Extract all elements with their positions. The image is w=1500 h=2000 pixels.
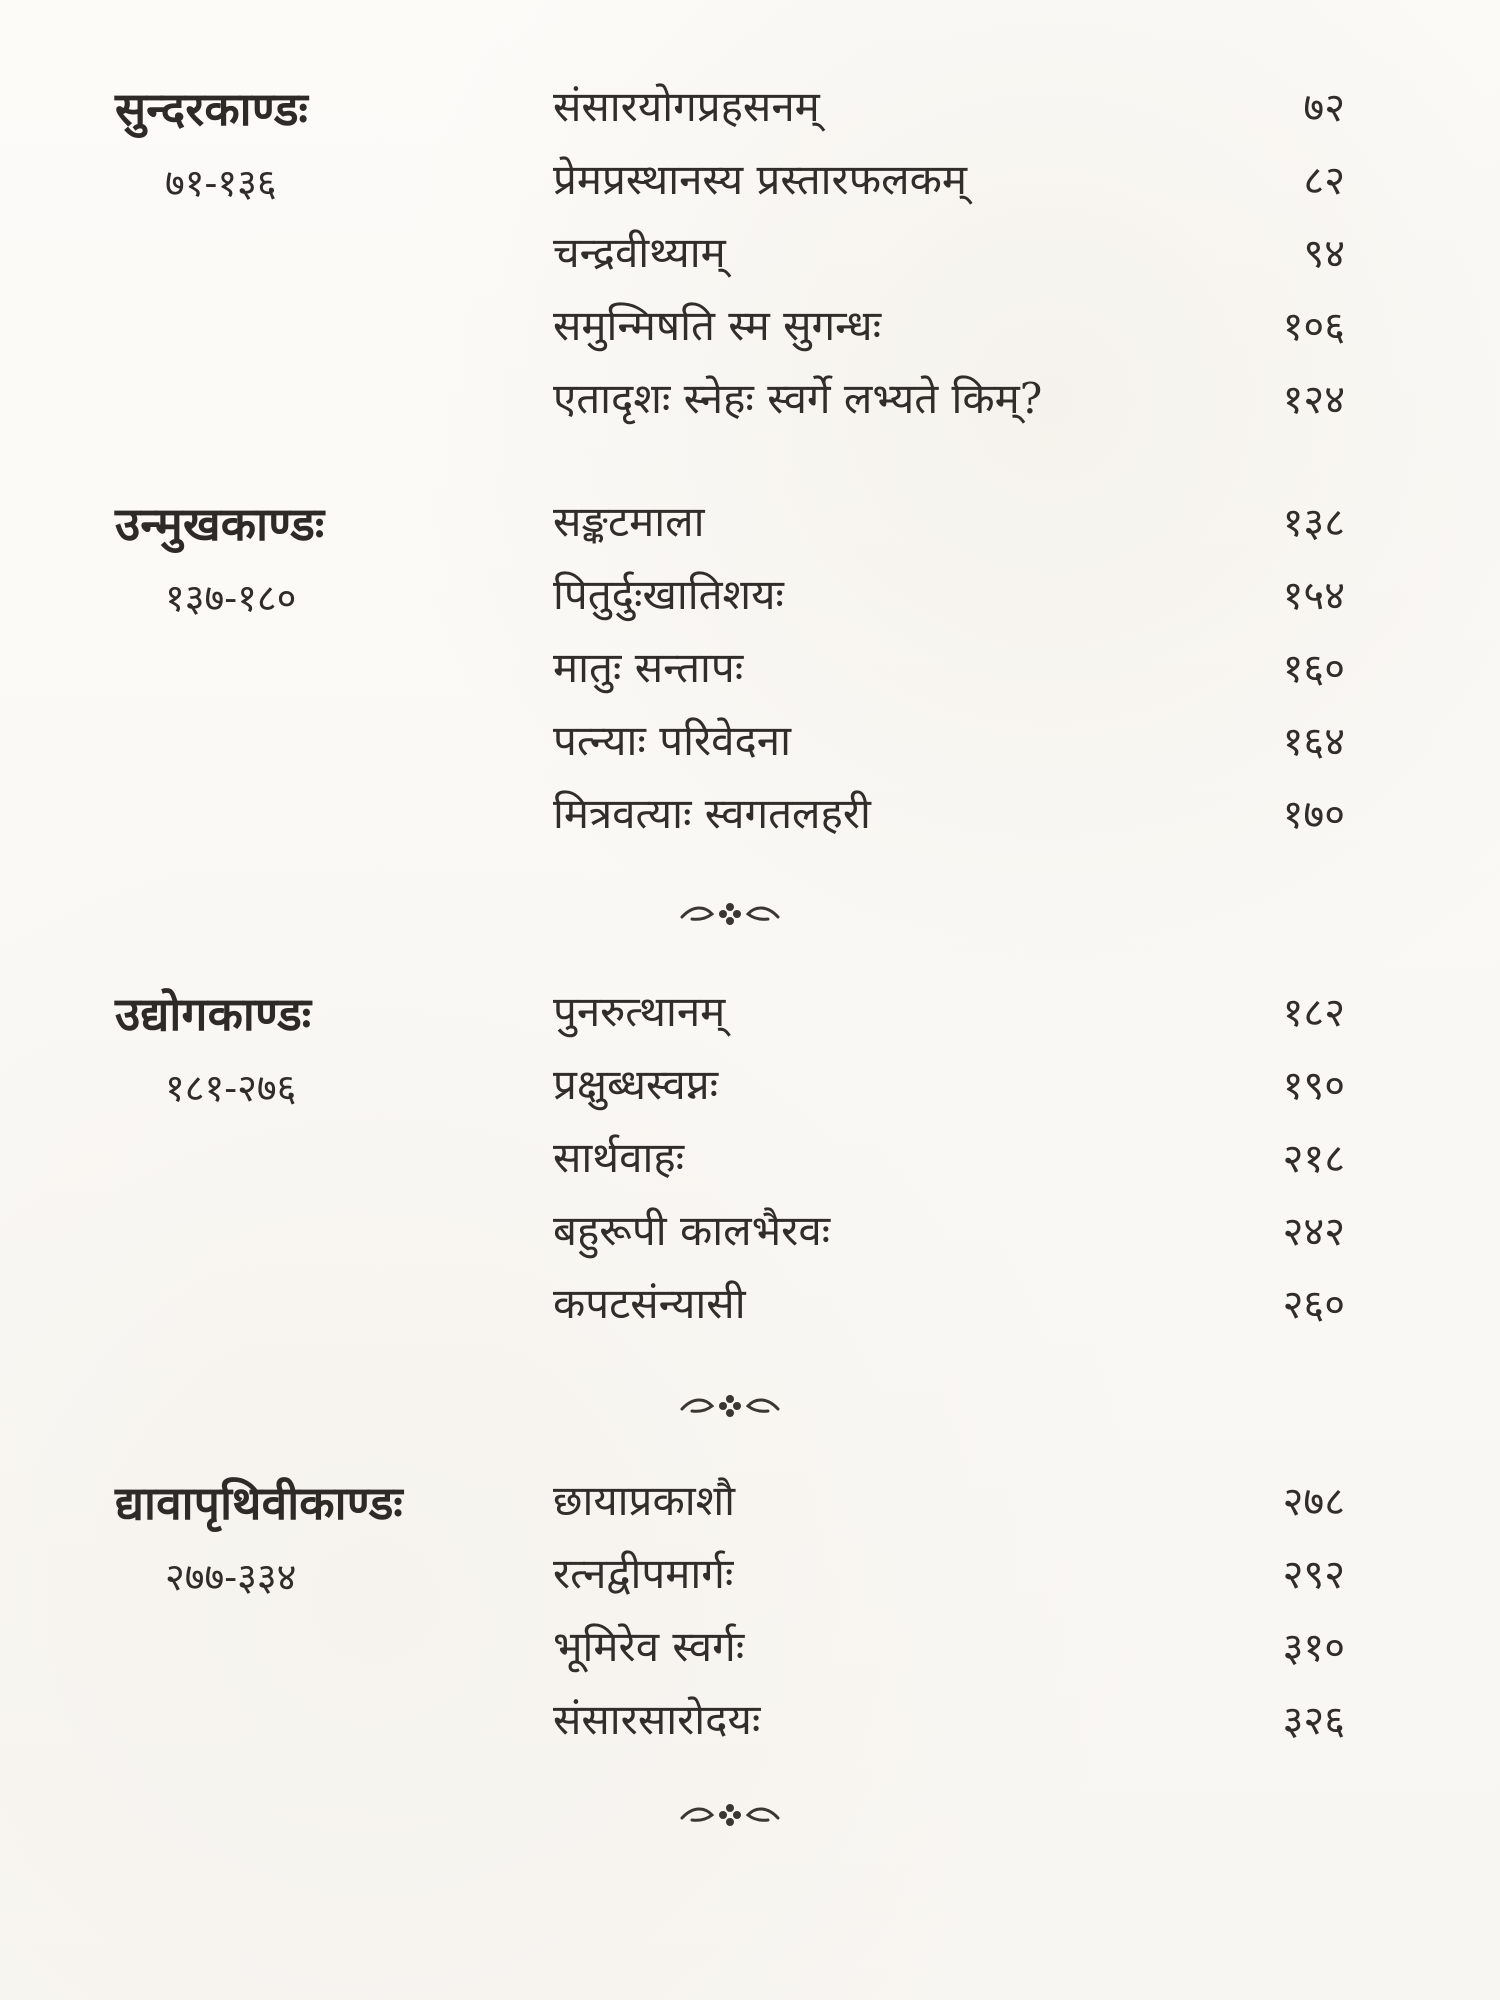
toc-entry-page: ३१० — [1282, 1625, 1345, 1671]
toc-entry-title: सार्थवाहः — [553, 1133, 685, 1182]
toc-entry[interactable] — [0, 374, 1500, 436]
toc-entry-page: २४२ — [1282, 1209, 1345, 1255]
toc-entry-page: ८२ — [1303, 158, 1345, 204]
toc-entry-title: छायाप्रकाशौ — [553, 1476, 736, 1525]
toc-entry-title: सङ्कटमाला — [553, 497, 705, 546]
section-divider-ornament-icon — [675, 1801, 785, 1829]
toc-entry-page: २१८ — [1282, 1136, 1345, 1182]
toc-entry-title: मातुः सन्तापः — [553, 643, 744, 692]
toc-entry[interactable] — [0, 1060, 1500, 1122]
toc-entry[interactable] — [0, 1695, 1500, 1757]
toc-entry[interactable] — [0, 155, 1500, 217]
toc-entry-page: २६० — [1282, 1282, 1345, 1328]
toc-entry[interactable] — [0, 497, 1500, 559]
toc-entry[interactable] — [0, 82, 1500, 144]
toc-entry[interactable] — [0, 716, 1500, 778]
toc-entry-title: संसारसारोदयः — [553, 1695, 761, 1744]
toc-entry[interactable] — [0, 1133, 1500, 1195]
toc-entry-title: मित्रवत्याः स्वगतलहरी — [553, 789, 871, 838]
toc-entry-title: एतादृशः स्नेहः स्वर्गे लभ्यते किम्? — [553, 374, 1043, 423]
toc-entry-title: संसारयोगप्रहसनम् — [553, 82, 820, 131]
toc-entry-title: चन्द्रवीथ्याम् — [553, 228, 726, 277]
toc-entry-title: प्रेमप्रस्थानस्य प्रस्तारफलकम् — [553, 155, 967, 204]
section-title: उद्योगकाण्डः — [115, 987, 312, 1041]
toc-entry-page: ७२ — [1303, 85, 1345, 131]
toc-entry[interactable] — [0, 1206, 1500, 1268]
section-page-range: २७७-३३४ — [165, 1555, 297, 1599]
toc-entry-title: रत्नद्वीपमार्गः — [553, 1549, 734, 1598]
toc-entry-page: १३८ — [1282, 500, 1345, 546]
toc-entry-page: १९० — [1282, 1063, 1345, 1109]
toc-entry-title: भूमिरेव स्वर्गः — [553, 1622, 745, 1671]
toc-entry-page: १८२ — [1282, 990, 1345, 1036]
toc-entry-page: १५४ — [1282, 573, 1345, 619]
section-title: उन्मुखकाण्डः — [115, 497, 325, 551]
toc-entry-title: पत्न्याः परिवेदना — [553, 716, 791, 765]
toc-entry[interactable] — [0, 789, 1500, 851]
toc-entry-title: समुन्मिषति स्म सुगन्धः — [553, 301, 882, 350]
toc-entry[interactable] — [0, 1476, 1500, 1538]
section-page-range: १८१-२७६ — [165, 1066, 297, 1110]
toc-entry[interactable] — [0, 1279, 1500, 1341]
toc-entry-title: पितुर्दुःखातिशयः — [553, 570, 784, 619]
toc-entry-page: १६४ — [1282, 719, 1345, 765]
toc-entry-page: १०६ — [1282, 304, 1345, 350]
toc-entry[interactable] — [0, 228, 1500, 290]
toc-entry[interactable] — [0, 301, 1500, 363]
toc-entry-page: ३२६ — [1282, 1698, 1345, 1744]
toc-entry[interactable] — [0, 987, 1500, 1049]
section-page-range: १३७-१८० — [165, 576, 297, 620]
section-page-range: ७१-१३६ — [165, 161, 277, 205]
toc-entry[interactable] — [0, 570, 1500, 632]
section-title: द्यावापृथिवीकाण्डः — [115, 1476, 403, 1530]
toc-entry-page: ९४ — [1303, 231, 1345, 277]
toc-entry-page: १६० — [1282, 646, 1345, 692]
toc-entry[interactable] — [0, 1549, 1500, 1611]
toc-entry-title: बहुरूपी कालभैरवः — [553, 1206, 831, 1255]
toc-entry-title: कपटसंन्यासी — [553, 1279, 746, 1328]
section-divider-ornament-icon — [675, 900, 785, 928]
toc-entry-page: २९२ — [1282, 1552, 1345, 1598]
toc-entry-page: २७८ — [1282, 1479, 1345, 1525]
toc-entry-page: १७० — [1282, 792, 1345, 838]
toc-entry-title: प्रक्षुब्धस्वप्नः — [553, 1060, 719, 1109]
toc-entry-page: १२४ — [1282, 377, 1345, 423]
toc-entry-title: पुनरुत्थानम् — [553, 987, 726, 1036]
section-title: सुन्दरकाण्डः — [115, 82, 308, 136]
toc-entry[interactable] — [0, 643, 1500, 705]
section-divider-ornament-icon — [675, 1392, 785, 1420]
toc-entry[interactable] — [0, 1622, 1500, 1684]
